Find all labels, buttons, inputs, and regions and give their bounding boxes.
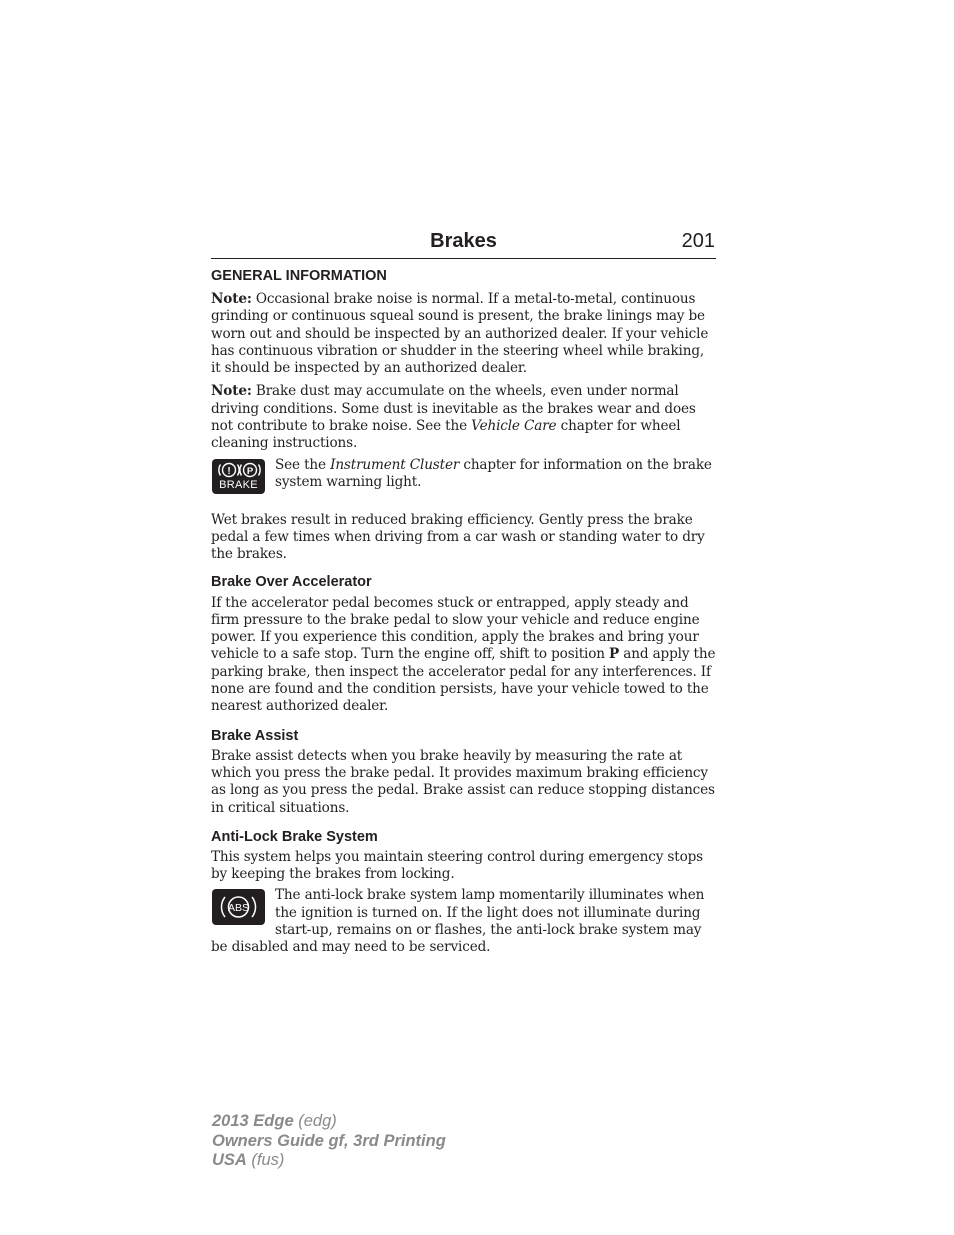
general-information-heading: GENERAL INFORMATION [211, 268, 387, 284]
brake-assist-heading: Brake Assist [211, 727, 299, 744]
abs-icon-label: ABS [227, 902, 250, 915]
abs-intro-text: This system helps you maintain steering control during emergency stops by keeping the brakes from locking. [211, 848, 703, 883]
brake-icon-exclamation: ! [227, 465, 231, 477]
note-brake-noise: Note: Occasional brake noise is normal. If a metal-to-metal, continuous grinding or continuous squeal sound is present, the brake linings may be worn out and should be inspected by an authorized dealer. If your vehicle has continuous vibration or shudder in the steering wheel while braking, it should be inspected by an authorized dealer. [211, 291, 709, 377]
footer-line-3: USA (fus) [212, 1151, 285, 1169]
footer [212, 1112, 446, 1171]
footer-line-2: Owners Guide gf, 3rd Printing [212, 1131, 446, 1150]
page-number: 201 [681, 230, 715, 252]
anti-lock-brake-heading: Anti-Lock Brake System [211, 828, 378, 845]
brake-icon-label: BRAKE [219, 478, 258, 491]
brake-over-accelerator-text: If the accelerator pedal becomes stuck or entrapped, apply steady and firm pressure to the brake pedal to slow your vehicle and reduce engine power. If you experience this condition, apply the brakes and bring your vehicle to a safe stop. Turn the engine off, shift to position P and apply the parking brake, then inspect the accelerator pedal for any interferences. If none are found and the condition persists, have your vehicle towed to the nearest authorized dealer. [211, 594, 716, 715]
abs-lamp-text: The anti-lock brake system lamp momentarily illuminates when the ignition is turned on. If the light does not illuminate during start-up, remains on or flashes, the anti-lock brake system may be disabled and may need to be serviced. [211, 887, 705, 956]
abs-row [211, 887, 716, 956]
brake-over-accelerator-heading: Brake Over Accelerator [211, 573, 372, 590]
note-brake-dust: Note: Brake dust may accumulate on the wheels, even under normal driving conditions. Some dust is inevitable as the brakes wear and does not contribute to brake noise. See the Vehicle Care chapter for wheel cleaning instructions. [211, 383, 696, 452]
brake-icon-p: P [246, 465, 254, 477]
wet-brakes-text: Wet brakes result in reduced braking efficiency. Gently press the brake pedal a few times when driving from a car wash or standing water to dry the brakes. [211, 511, 705, 563]
brake-warning-row [211, 457, 716, 496]
page-title: Brakes [430, 230, 497, 252]
footer-line-1: 2013 Edge (edg) [212, 1112, 337, 1130]
brake-warning-icon [212, 459, 265, 494]
instrument-cluster-text: See the Instrument Cluster chapter for information on the brake system warning light. [275, 456, 712, 490]
brake-assist-text: Brake assist detects when you brake heavily by measuring the rate at which you press the brake pedal. It provides maximum braking efficiency as long as you press the pedal. Brake assist can reduce stopping distances in critical situations. [211, 747, 715, 816]
page-content [211, 266, 716, 957]
abs-icon [212, 889, 265, 925]
page-header [211, 228, 716, 259]
